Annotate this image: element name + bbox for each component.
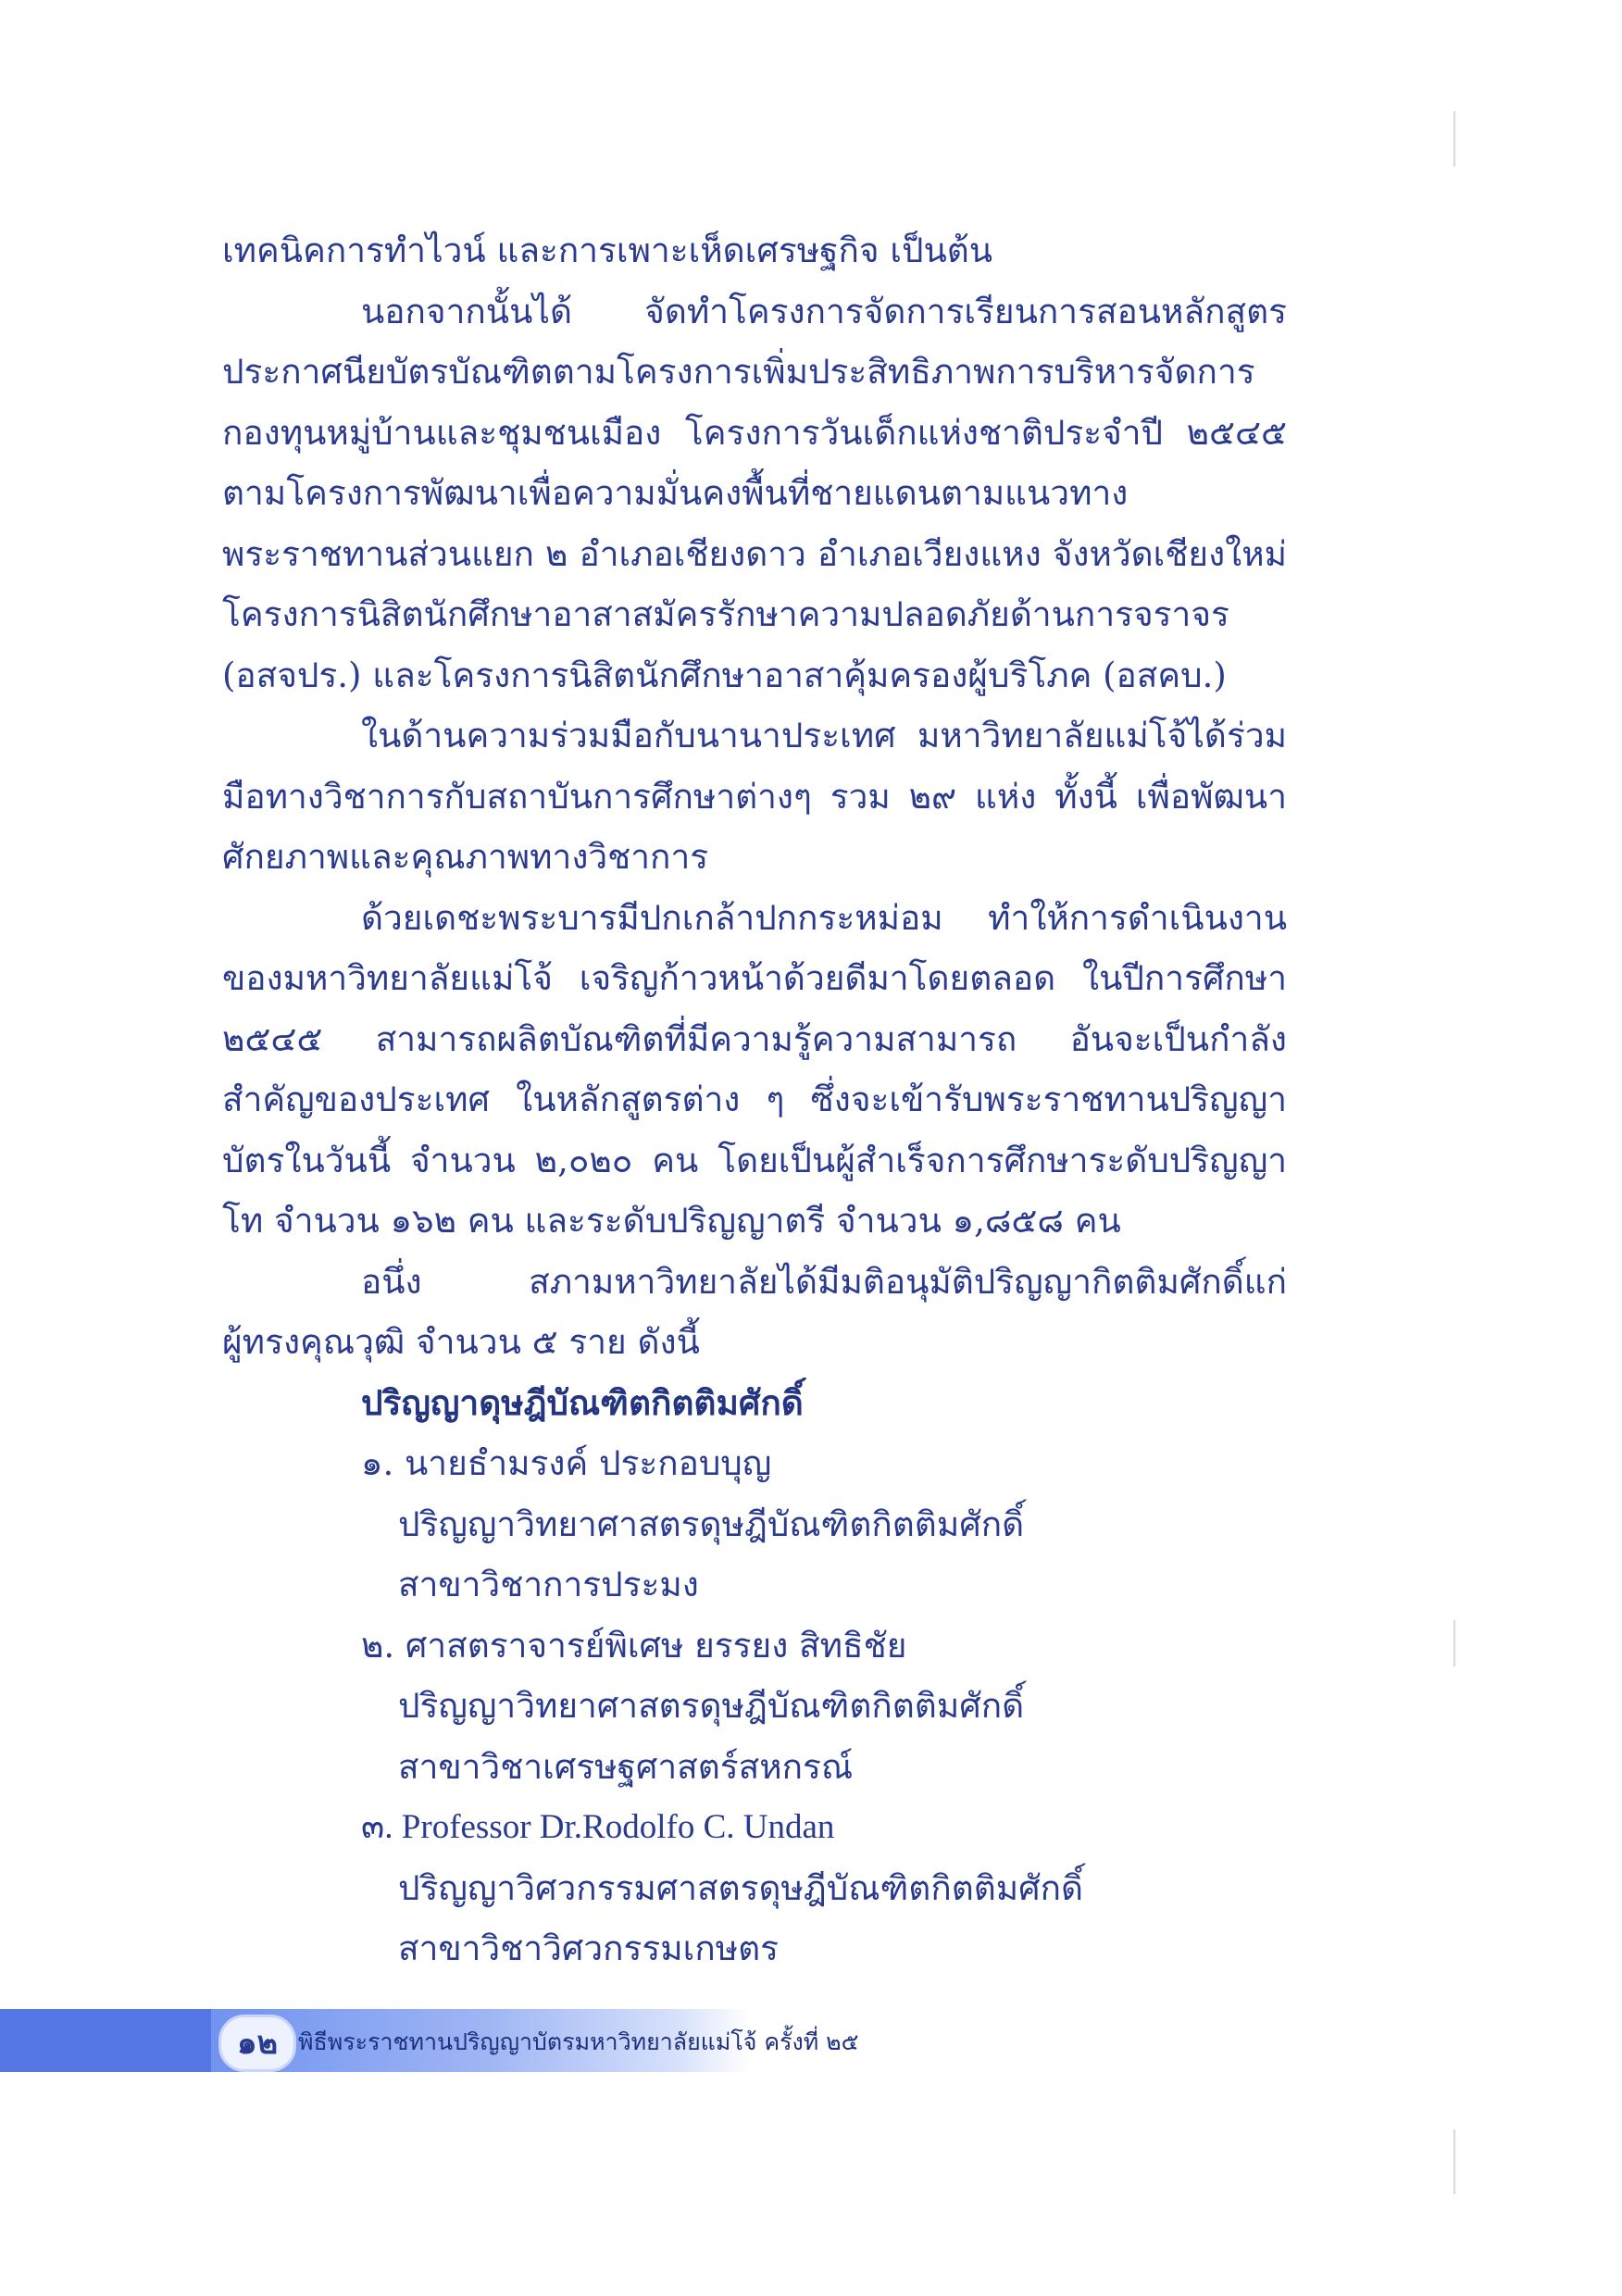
paragraph-line: สำคัญของประเทศ ในหลักสูตรต่าง ๆ ซึ่งจะเข้ารับพระราชทานปริญญา bbox=[222, 1079, 1287, 1119]
paragraph-line: บัตรในวันนี้ จำนวน ๒,๐๒๐ คน โดยเป็นผู้สำเร็จการศึกษาระดับปริญญา bbox=[222, 1140, 1287, 1180]
paragraph-line: ผู้ทรงคุณวุฒิ จำนวน ๕ ราย ดังนี้ bbox=[222, 1322, 700, 1362]
honoree-degree: ปริญญาวิทยาศาสตรดุษฎีบัณฑิตกิตติมศักดิ์ bbox=[398, 1686, 1025, 1726]
honoree-degree: ปริญญาวิศวกรรมศาสตรดุษฎีบัณฑิตกิตติมศักดิ์ bbox=[398, 1867, 1084, 1908]
paragraph-line: อนึ่ง สภามหาวิทยาลัยได้มีมติอนุมัติปริญญากิตติมศักดิ์แก่ bbox=[361, 1261, 1287, 1302]
honoree-name: ๓. Professor Dr.Rodolfo C. Undan bbox=[361, 1808, 835, 1846]
paragraph-line: มือทางวิชาการกับสถาบันการศึกษาต่างๆ รวม ๒๙ แห่ง ทั้งนี้ เพื่อพัฒนา bbox=[222, 776, 1287, 817]
paragraph-line: โท จำนวน ๑๖๒ คน และระดับปริญญาตรี จำนวน ๑,๘๕๘ คน bbox=[222, 1201, 1121, 1241]
honoree-degree: ปริญญาวิทยาศาสตรดุษฎีบัณฑิตกิตติมศักดิ์ bbox=[398, 1504, 1025, 1544]
paragraph-line: ของมหาวิทยาลัยแม่โจ้ เจริญก้าวหน้าด้วยดีมาโดยตลอด ในปีการศึกษา bbox=[222, 958, 1287, 998]
paragraph-line: (อสจปร.) และโครงการนิสิตนักศึกษาอาสาคุ้มครองผู้บริโภค (อสคบ.) bbox=[222, 655, 1227, 695]
page-number: ๑๒ bbox=[218, 2015, 296, 2072]
paragraph-line: นอกจากนั้นได้ จัดทำโครงการจัดการเรียนการสอนหลักสูตร bbox=[361, 291, 1287, 331]
scan-edge-mark bbox=[1454, 1620, 1455, 1666]
scan-edge-mark bbox=[1454, 111, 1455, 167]
honoree-name: ๑. นายธำมรงค์ ประกอบบุญ bbox=[361, 1443, 772, 1483]
footer-caption: พิธีพระราชทานปริญญาบัตรมหาวิทยาลัยแม่โจ้ ครั้งที่ ๒๕ bbox=[298, 2028, 859, 2055]
paragraph-line: เทคนิคการทำไวน์ และการเพาะเห็ดเศรษฐกิจ เป็นต้น bbox=[222, 231, 993, 270]
paragraph-line: พระราชทานส่วนแยก ๒ อำเภอเชียงดาว อำเภอเวียงแหง จังหวัดเชียงใหม่ bbox=[222, 533, 1287, 574]
honoree-field: สาขาวิชาวิศวกรรมเกษตร bbox=[398, 1928, 780, 1968]
honoree-name: ๒. ศาสตราจารย์พิเศษ ยรรยง สิทธิชัย bbox=[361, 1625, 907, 1666]
paragraph-line: ตามโครงการพัฒนาเพื่อความมั่นคงพื้นที่ชายแดนตามแนวทาง bbox=[222, 473, 1129, 513]
paragraph-line: ด้วยเดชะพระบารมีปกเกล้าปกกระหม่อม ทำให้การดำเนินงาน bbox=[361, 897, 1287, 938]
section-heading: ปริญญาดุษฎีบัณฑิตกิตติมศักดิ์ bbox=[361, 1381, 804, 1423]
scan-edge-mark bbox=[1454, 2129, 1455, 2194]
honoree-field: สาขาวิชาการประมง bbox=[398, 1565, 699, 1604]
paragraph-line: ศักยภาพและคุณภาพทางวิชาการ bbox=[222, 837, 709, 877]
paragraph-line: โครงการนิสิตนักศึกษาอาสาสมัครรักษาความปลอดภัยด้านการจราจร bbox=[222, 594, 1229, 634]
paragraph-line: ในด้านความร่วมมือกับนานาประเทศ มหาวิทยาลัยแม่โจ้ได้ร่วม bbox=[361, 716, 1287, 755]
paragraph-line: กองทุนหมู่บ้านและชุมชนเมือง โครงการวันเด็กแห่งชาติประจำปี ๒๕๔๕ bbox=[222, 412, 1287, 453]
honoree-field: สาขาวิชาเศรษฐศาสตร์สหกรณ์ bbox=[398, 1746, 854, 1787]
body-text bbox=[222, 220, 1287, 1979]
paragraph-line: ๒๕๔๕ สามารถผลิตบัณฑิตที่มีความรู้ความสามารถ อันจะเป็นกำลัง bbox=[222, 1018, 1287, 1059]
footer-accent-block bbox=[0, 2009, 211, 2072]
paragraph-line: ประกาศนียบัตรบัณฑิตตามโครงการเพิ่มประสิทธิภาพการบริหารจัดการ bbox=[222, 352, 1255, 392]
